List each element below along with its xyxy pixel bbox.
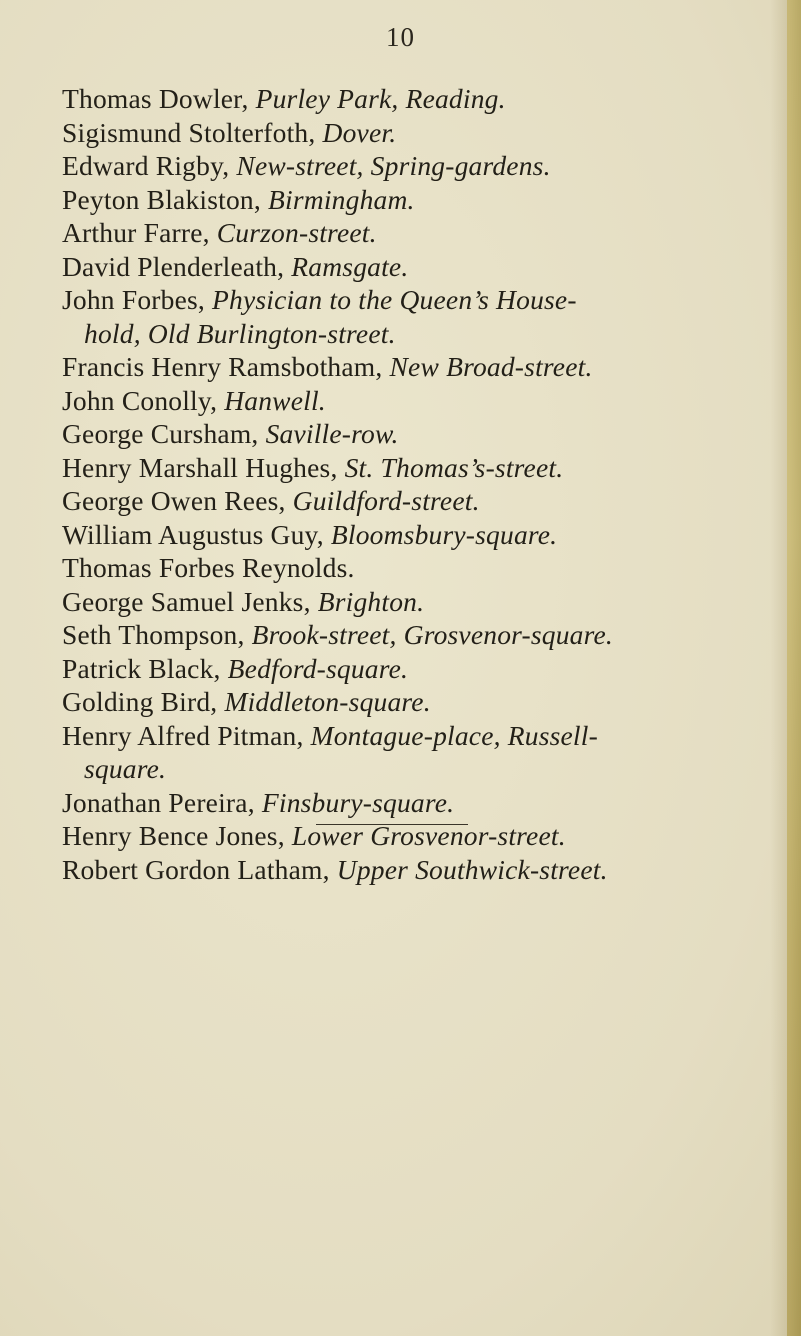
list-item (62, 786, 782, 820)
member-address: Montague-place, Russell- (310, 719, 598, 751)
member-address: Ramsgate. (291, 250, 409, 282)
list-item (62, 551, 782, 585)
member-name: Francis Henry Ramsbotham, (62, 351, 390, 382)
member-name: George Owen Rees, (62, 485, 293, 516)
member-address: Birmingham. (268, 183, 415, 215)
list-item (62, 82, 782, 116)
page-number: 10 (386, 22, 415, 52)
member-name: Golding Bird, (62, 686, 225, 717)
member-name: John Conolly, (62, 384, 225, 416)
list-item (62, 853, 782, 887)
member-address: Saville-row. (265, 418, 399, 449)
member-address: Brook-street, Grosvenor-square. (251, 619, 613, 650)
member-address: Brighton. (317, 585, 425, 617)
member-name: Arthur Farre, (62, 217, 217, 248)
list-item (62, 585, 782, 619)
member-address: Finsbury-square. (261, 786, 455, 818)
member-name: George Cursham, (62, 418, 266, 449)
member-address: Bedford-square. (227, 652, 409, 684)
member-name: Jonathan Pereira, (62, 786, 262, 818)
list-item (62, 484, 782, 518)
list-item (62, 216, 782, 250)
member-address: St. Thomas’s-street. (344, 451, 564, 483)
member-name: Henry Bence Jones, (62, 820, 292, 851)
list-item (62, 719, 782, 786)
list-item (62, 417, 782, 451)
member-name: Peyton Blakiston, (62, 183, 269, 215)
member-name: John Forbes, (62, 284, 213, 315)
member-name: Sigismund Stolterfoth, (62, 116, 323, 148)
list-item (62, 685, 782, 719)
list-item (62, 183, 782, 217)
list-item (62, 283, 782, 350)
member-address: Bloomsbury-square. (330, 518, 558, 550)
member-address: Middleton-square. (224, 686, 431, 717)
member-name: Seth Thompson, (62, 619, 252, 650)
member-address: Purley Park, Reading. (255, 83, 506, 114)
list-item (62, 350, 782, 384)
list-item (62, 149, 782, 183)
member-address: Hanwell. (224, 384, 326, 416)
list-item (62, 384, 782, 418)
list-item (62, 451, 782, 485)
member-address: New Broad-street. (389, 351, 593, 382)
member-name: Edward Rigby, (62, 150, 237, 181)
member-address: Guildford-street. (292, 485, 480, 516)
member-name: Robert Gordon Latham, (62, 853, 337, 885)
member-name: George Samuel Jenks, (62, 585, 318, 617)
member-name: Patrick Black, (62, 652, 228, 684)
page-edge-stain (787, 0, 801, 1336)
list-item (62, 652, 782, 686)
member-name: William Augustus Guy, (62, 518, 331, 550)
list-item (62, 518, 782, 552)
member-address: New-street, Spring-gardens. (236, 150, 551, 181)
member-address-continuation: hold, Old Burlington-street. (84, 317, 396, 349)
member-name: Thomas Forbes Reynolds. (62, 552, 355, 583)
member-address: Physician to the Queen’s House- (212, 284, 577, 315)
list-item (62, 250, 782, 284)
member-list (62, 82, 782, 886)
member-address-continuation: square. (84, 753, 167, 784)
member-name: Thomas Dowler, (62, 83, 256, 114)
list-item (62, 116, 782, 150)
member-name: Henry Alfred Pitman, (62, 719, 311, 751)
member-name: Henry Marshall Hughes, (62, 451, 345, 483)
member-name: David Plenderleath, (62, 250, 292, 282)
member-address: Lower Grosvenor-street. (291, 820, 566, 851)
member-address: Dover. (322, 116, 397, 148)
list-item (62, 618, 782, 652)
section-divider (316, 824, 468, 825)
member-address: Curzon-street. (216, 217, 377, 248)
member-address: Upper Southwick-street. (336, 853, 608, 885)
